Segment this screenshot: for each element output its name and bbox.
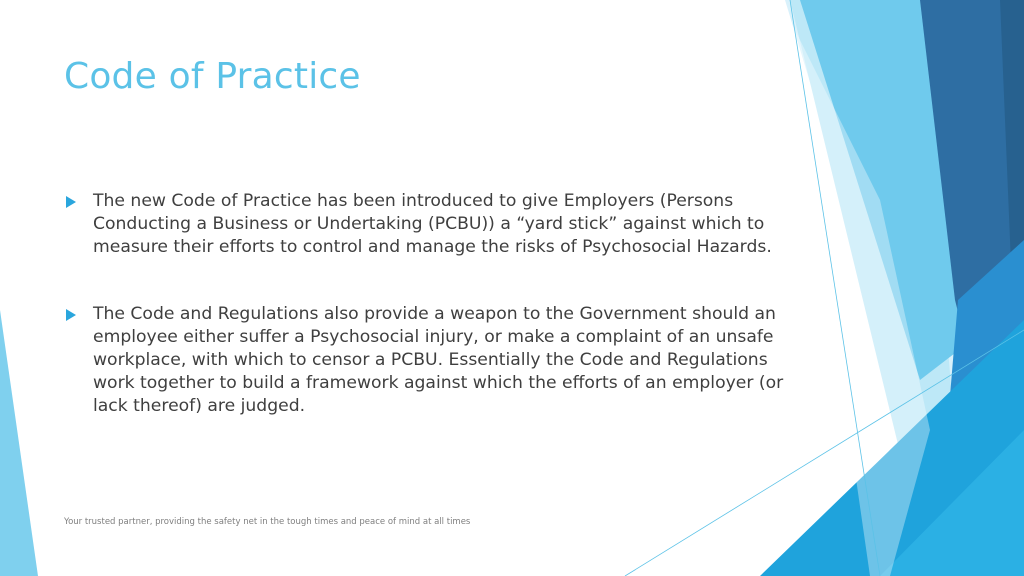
bullet-list <box>64 190 784 419</box>
arrow-bullet-icon <box>66 309 76 321</box>
bullet-item <box>64 303 784 419</box>
slide-title: Code of Practice <box>64 56 361 97</box>
bullet-item <box>64 190 784 260</box>
arrow-bullet-icon <box>66 196 76 208</box>
left-accent-shape <box>0 310 38 576</box>
footer-tagline: Your trusted partner, providing the safety net in the tough times and peace of mind at all times <box>64 517 471 527</box>
bullet-text: The new Code of Practice has been introduced to give Employers (Persons Conducting a Business or Undertaking (PCBU)) a “yard stick” against which to measure their efforts to control and manage the risks of Psychosocial Hazards. <box>93 191 772 258</box>
bullet-text: The Code and Regulations also provide a weapon to the Government should an employee either suffer a Psychosocial injury, or make a complaint of an unsafe workplace, with which to censor a PCBU. Essentially the Code and Regulations work together to build a framework against which the efforts of an employer (or lack thereof) are judged. <box>93 303 784 417</box>
